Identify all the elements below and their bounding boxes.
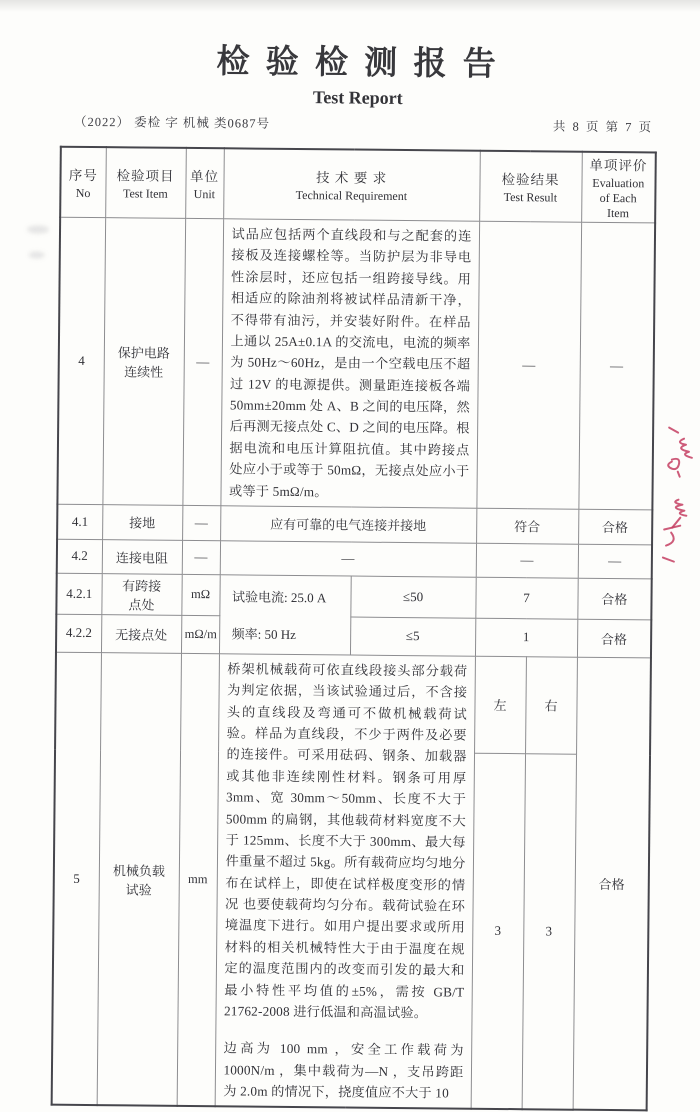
cell-evaluation-4: — <box>578 222 655 510</box>
cell-evaluation-5: 合格 <box>573 657 651 1111</box>
header-unit-zh: 单位 <box>189 168 220 185</box>
header-result-en: Test Result <box>503 189 558 205</box>
table-row-4-2 <box>57 539 652 579</box>
red-handwriting-mark-top <box>663 424 698 491</box>
cell-result-5-left-value: 3 <box>471 753 525 1109</box>
shared-requirement-frequency: 频率: 50 Hz <box>231 626 297 642</box>
red-ink-squiggle-icon <box>663 424 698 486</box>
table-row-4-1 <box>57 504 652 545</box>
table-row-5 <box>55 652 651 755</box>
cell-requirement-4: 试品应包括两个直线段和与之配套的连接板及连接螺栓等。当防护层为非导电性涂层时，还应包括一组跨接导线。用相适应的除油剂将被试样品清新干净，不得带有油污，并安装好附件。在样品上通以 25A±0.1A 的交流电，电流的频率为 50Hz～60Hz，是由一个空载电压不超过 12V 的电源提供。测量距连接板各端 50mm±20mm 处 A、B 之间的电压降，然后再测无接点处 C、D 之间的电压降。根据电流和电压计算阻抗值。其中跨接点处应小于或等于 50mΩ，无接点处应小于或等于 5mΩ/m。 <box>220 219 479 508</box>
table-row-4-2-2 <box>56 614 651 658</box>
requirement-5-paragraph-2: 边高为 100 mm ，安全工作载荷为 1000N/m ，集中载荷为—N ，支吊跨距为 2.0m 的情况下，挠度值应不大于 10 <box>223 1040 464 1101</box>
cell-item-4: 保护电路 连续性 <box>102 218 185 506</box>
cell-result-4-2: — <box>476 543 578 578</box>
document-number: （2022） 委检 字 机械 类0687号 <box>74 114 271 131</box>
cell-evaluation-4-2-2: 合格 <box>577 619 651 658</box>
table-row-4-2-1 <box>56 573 651 620</box>
header-cell-requirement <box>223 148 480 221</box>
header-unit-en: Unit <box>193 186 216 202</box>
header-item-zh: 检验项目 <box>116 168 175 184</box>
header-cell-evaluation <box>581 152 656 223</box>
table-row-4 <box>57 217 655 510</box>
cell-result-4-2-2: 1 <box>475 618 577 657</box>
cell-requirement-4-2: — <box>220 541 476 577</box>
cell-item-5: 机械负载 试验 <box>97 653 181 1107</box>
requirement-5-paragraph-1: 桥架机械载荷可依直线段接头部分载荷为判定依据，当该试验通过后，不含接头的直线段及弯通可不做机械载荷试验。样品为直线段，不少于两件及必要的连接件。可采用砝码、钢条、加载器或其他非连续刚性材料。钢条可用厚 3mm、宽 30mm～50mm、长度不大于 500mm 的扁钢，其他载荷材料宽度不大于 125mm、长度不大于 300mm、最大每件重量不超过 5kg。所有载荷应均匀地分布在试样上，即使在试样极度变形的情况 也要使载荷均匀分布。载荷试验在环境温度下进行。如用户提出要求或所用材料的相关机械特性大于由于温度在规定的温度范围内的改变而引发的最大和最小特性平均值的±5%，需按 GB/T 21762-2008 进行低温和高温试验。 <box>223 661 468 1021</box>
header-result-zh: 检验结果 <box>501 171 560 188</box>
cell-item-4-1: 接地 <box>102 505 182 541</box>
cell-unit-4-2-2: mΩ/m <box>181 615 219 653</box>
page-counter: 共 8 页 第 7 页 <box>552 119 654 135</box>
header-requirement-en: Technical Requirement <box>295 187 408 204</box>
scan-smudge <box>29 251 45 258</box>
document-meta-row <box>60 112 655 136</box>
header-evaluation-zh: 单项评价 <box>589 157 648 174</box>
header-cell-no <box>60 147 106 218</box>
header-cell-result <box>479 151 582 222</box>
cell-result-5-right-value: 3 <box>522 754 576 1110</box>
cell-unit-4-1: — <box>182 505 220 540</box>
cell-item-4-2-1: 有跨接 点处 <box>101 574 181 616</box>
cell-result-5-left-label: 左 <box>474 656 526 754</box>
red-handwriting-mark-bottom <box>658 493 693 572</box>
header-item-en: Test Item <box>122 186 168 201</box>
table-header-row <box>60 147 656 223</box>
scan-smudge <box>27 225 49 233</box>
cell-no-4-1: 4.1 <box>57 504 102 539</box>
cell-evaluation-4-2-1: 合格 <box>577 578 651 620</box>
cell-evaluation-4-2: — <box>578 544 652 579</box>
cell-result-5-right-label: 右 <box>525 657 577 755</box>
header-cell-unit <box>185 148 224 219</box>
page-subtitle: Test Report <box>312 87 403 108</box>
cell-evaluation-4-1: 合格 <box>578 509 652 545</box>
cell-no-5: 5 <box>52 652 101 1105</box>
header-no-zh: 序号 <box>68 167 98 184</box>
cell-item-4-2-2: 无接点处 <box>101 615 181 654</box>
cell-limit-4-2-1: ≤50 <box>350 576 475 618</box>
cell-requirement-shared-4-2 <box>219 575 351 655</box>
header-evaluation-en: Evaluation of Each Item <box>592 175 645 221</box>
cell-requirement-4-1: 应有可靠的电气连接并接地 <box>220 506 476 543</box>
cell-item-4-2: 连接电阻 <box>102 540 182 575</box>
cell-unit-4-2-1: mΩ <box>181 574 219 615</box>
cell-no-4-2-2: 4.2.2 <box>56 614 101 652</box>
header-requirement-zh: 技 术 要 求 <box>315 170 388 186</box>
cell-result-4: — <box>476 221 581 509</box>
cell-no-4-2: 4.2 <box>57 539 102 573</box>
red-ink-squiggle-icon <box>658 493 693 567</box>
cell-requirement-5 <box>215 654 475 1109</box>
cell-unit-4: — <box>182 218 223 505</box>
cell-no-4: 4 <box>57 217 105 504</box>
cell-no-4-2-1: 4.2.1 <box>56 573 101 614</box>
cell-unit-5: mm <box>177 653 219 1106</box>
header-cell-item <box>105 147 186 218</box>
header-no-en: No <box>75 185 91 201</box>
page-title: 检 验 检 测 报 告 <box>216 44 500 83</box>
cell-result-4-2-1: 7 <box>475 577 577 619</box>
cell-limit-4-2-2: ≤5 <box>350 617 475 656</box>
cell-result-4-1: 符合 <box>476 508 578 544</box>
shared-requirement-current: 试验电流: 25.0 A <box>231 589 327 606</box>
cell-unit-4-2: — <box>182 540 220 574</box>
test-report-table <box>51 146 657 1112</box>
